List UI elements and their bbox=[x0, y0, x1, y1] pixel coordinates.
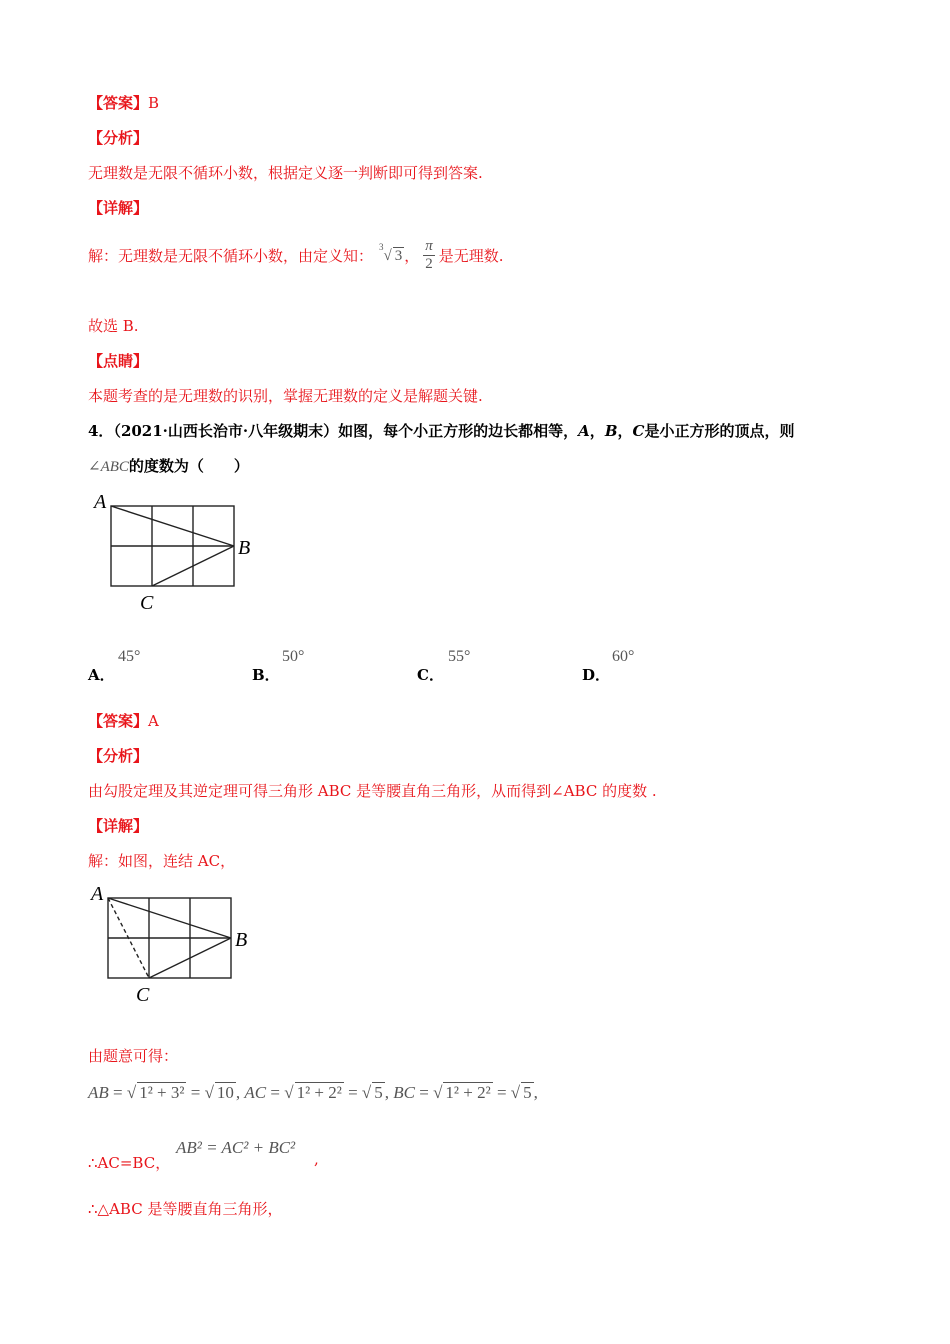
q4-number: 4． bbox=[88, 422, 114, 440]
q3-comment-text: 本题考查的是无理数的识别，掌握无理数的定义是解题关键. bbox=[88, 387, 483, 405]
figure-label-c: C bbox=[136, 984, 150, 1006]
option-a-value: 45° bbox=[118, 648, 141, 665]
q3-answer-line bbox=[88, 92, 159, 113]
q4-stem-line2 bbox=[88, 455, 249, 476]
q4-comma: , bbox=[314, 1150, 319, 1168]
q4-pythagorean-relation: AB² = AC² + BC² bbox=[176, 1138, 296, 1157]
eq-bc-value: 5 bbox=[523, 1083, 532, 1102]
q3-detail-line bbox=[88, 230, 504, 280]
eq-ac-value: 5 bbox=[374, 1083, 383, 1102]
answer-value: A bbox=[148, 712, 159, 730]
q4-detail-line1: 解：如图，连结 AC， bbox=[88, 852, 236, 870]
answer-value: B bbox=[148, 94, 160, 112]
eq-ab-radicand: 1² + 3² bbox=[139, 1083, 185, 1102]
eq-ac: AC bbox=[244, 1083, 267, 1102]
q4-source: （2021·山西长治市·八年级期末） bbox=[113, 422, 339, 440]
cube-root-expr: $^3$√ 3 bbox=[379, 241, 403, 264]
figure-label-c: C bbox=[140, 592, 154, 614]
answer-tag: 【答案】 bbox=[88, 94, 149, 112]
option-b-value: 50° bbox=[282, 648, 305, 665]
answer-tag: 【答案】 bbox=[88, 712, 149, 730]
frac-numerator: π bbox=[425, 237, 433, 254]
q4-detail-line2: 由题意可得： bbox=[88, 1047, 179, 1065]
option-d-label: D． bbox=[582, 666, 611, 684]
q3-analysis-tag: 【分析】 bbox=[88, 129, 149, 147]
pi-over-2 bbox=[423, 238, 435, 273]
q4-length-equations: AB = √ 1² + 3² = √ 10 , AC = √ 1² + 2² = √ 5 , BC = √ 1² + 2² = √ 5 , bbox=[88, 1083, 538, 1102]
cube-root-radicand: 3 bbox=[394, 247, 403, 264]
q4-stem-part1: 如图，每个小正方形的边长都相等， bbox=[338, 422, 579, 440]
q4-stem-part3: 的度数为（ ） bbox=[128, 457, 249, 475]
angle-abc: ∠ABC bbox=[88, 459, 129, 475]
cube-root-index: 3 bbox=[379, 241, 384, 252]
option-c-value: 55° bbox=[448, 648, 471, 665]
q3-conclusion: 故选 B. bbox=[88, 317, 139, 335]
figure-label-b: B bbox=[235, 929, 248, 951]
q3-comment-tag: 【点睛】 bbox=[88, 352, 149, 370]
q4-stem-part2: 是小正方形的顶点，则 bbox=[644, 422, 795, 440]
q4-detail-tag: 【详解】 bbox=[88, 817, 149, 835]
detail-pre: 解：无理数是无限不循环小数，由定义知： bbox=[88, 246, 374, 265]
q4-therefore1: ∴AC=BC， bbox=[88, 1154, 171, 1172]
q3-analysis-text: 无理数是无限不循环小数，根据定义逐一判断即可得到答案. bbox=[88, 164, 483, 182]
figure-label-b: B bbox=[238, 537, 251, 559]
option-a-label: A． bbox=[88, 666, 115, 684]
eq-bc: BC bbox=[393, 1083, 415, 1102]
option-c-label: C． bbox=[417, 666, 444, 684]
point-c: C bbox=[632, 422, 645, 440]
q4-therefore2: ∴△ABC 是等腰直角三角形， bbox=[88, 1200, 283, 1218]
eq-ac-radicand: 1² + 2² bbox=[296, 1083, 342, 1102]
detail-post: 是无理数. bbox=[438, 246, 504, 265]
detail-sep: ， bbox=[404, 246, 420, 265]
option-b-label: B． bbox=[252, 666, 280, 684]
q4-answer-line bbox=[88, 710, 159, 731]
figure-label-a: A bbox=[94, 491, 107, 513]
point-a: A bbox=[578, 422, 590, 440]
option-d-value: 60° bbox=[612, 648, 635, 665]
q4-analysis-tag: 【分析】 bbox=[88, 747, 149, 765]
point-b: B bbox=[604, 422, 618, 440]
q4-solution-figure bbox=[88, 880, 268, 1010]
eq-ab: AB bbox=[88, 1083, 109, 1102]
q4-grid-figure bbox=[88, 488, 268, 616]
figure-label-a: A bbox=[91, 883, 104, 905]
q3-detail-tag: 【详解】 bbox=[88, 199, 149, 217]
frac-denominator: 2 bbox=[425, 255, 433, 272]
eq-bc-radicand: 1² + 2² bbox=[445, 1083, 491, 1102]
eq-ab-value: 10 bbox=[216, 1083, 234, 1102]
q4-stem-line1: 4．（2021·山西长治市·八年级期末）如图，每个小正方形的边长都相等，A，B，C是小正方形的顶点，则 bbox=[88, 422, 795, 440]
q4-analysis-text: 由勾股定理及其逆定理可得三角形 ABC 是等腰直角三角形，从而得到∠ABC 的度数 . bbox=[88, 782, 657, 800]
